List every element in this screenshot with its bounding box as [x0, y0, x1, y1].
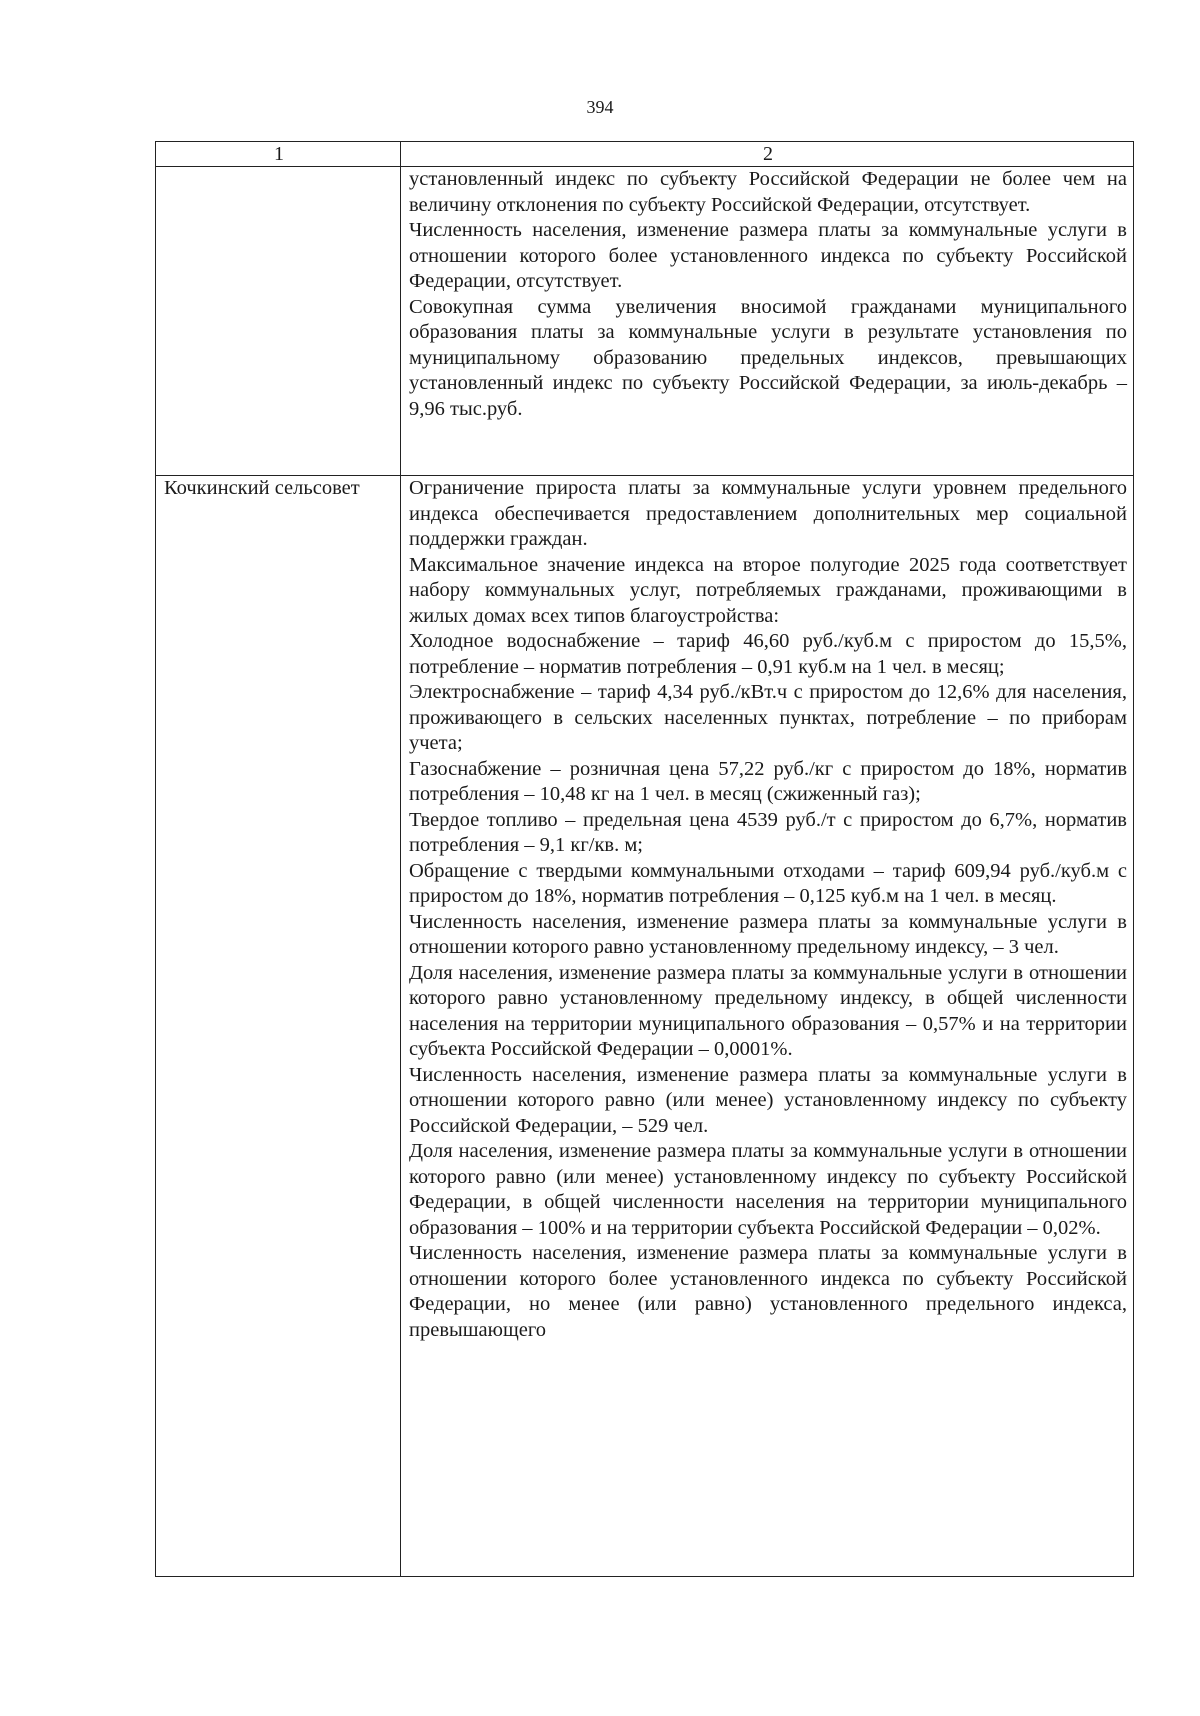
- paragraph: Доля населения, изменение размера платы за коммунальные услуги в отношении которого равно (или менее) установленному индексу по субъекту Российской Федерации, в общей численности населения на территории муниципального образования – 100% и на территории субъекта Российской Федерации – 0,02%.: [409, 1140, 1127, 1239]
- paragraph: Обращение с твердыми коммунальными отходами – тариф 609,94 руб./куб.м с приростом до 18%, норматив потребления – 0,125 куб.м на 1 чел. в месяц.: [409, 859, 1127, 907]
- paragraph: Твердое топливо – предельная цена 4539 руб./т с приростом до 6,7%, норматив потребления – 9,1 кг/кв. м;: [409, 808, 1127, 856]
- paragraph: Холодное водоснабжение – тариф 46,60 руб./куб.м с приростом до 15,5%, потребление – норматив потребления – 0,91 куб.м на 1 чел. в месяц;: [409, 630, 1127, 678]
- paragraph: Максимальное значение индекса на второе полугодие 2025 года соответствует набору коммунальных услуг, потребляемых гражданами, проживающими в жилых домах всех типов благоустройства:: [409, 553, 1127, 627]
- paragraph: Газоснабжение – розничная цена 57,22 руб./кг с приростом до 18%, норматив потребления – 10,48 кг на 1 чел. в месяц (сжиженный газ);: [409, 757, 1127, 805]
- page-number: 394: [586, 97, 614, 117]
- paragraph: Доля населения, изменение размера платы за коммунальные услуги в отношении которого равно установленному предельному индексу, в общей численности населения на территории муниципального образования – 0,57% и на территории субъекта Российской Федерации – 0,0001%.: [409, 961, 1127, 1060]
- description-cell: [401, 476, 1134, 1577]
- data-table: [155, 141, 1134, 1577]
- column-header-1: 1: [156, 142, 401, 167]
- paragraph: Электроснабжение – тариф 4,34 руб./кВт.ч с приростом до 12,6% для населения, проживающего в сельских населенных пунктах, потребление – по приборам учета;: [409, 681, 1127, 754]
- municipality-name-cell: Кочкинский сельсовет: [156, 476, 401, 1577]
- paragraph: установленный индекс по субъекту Российской Федерации не более чем на величину отклонения по субъекту Российской Федерации, отсутствует.: [409, 168, 1127, 216]
- table-row: [156, 476, 1134, 1577]
- paragraph: Численность населения, изменение размера платы за коммунальные услуги в отношении которого равно установленному предельному индексу, – 3 чел.: [409, 910, 1127, 958]
- column-header-2: 2: [401, 142, 1134, 167]
- paragraph: Численность населения, изменение размера платы за коммунальные услуги в отношении которого равно (или менее) установленному индексу по субъекту Российской Федерации, – 529 чел.: [409, 1063, 1127, 1137]
- municipality-name-cell: [156, 167, 401, 476]
- table-header-row: [156, 142, 1134, 167]
- paragraph: Совокупная сумма увеличения вносимой гражданами муниципального образования платы за коммунальные услуги в результате установления по муниципальному образованию предельных индексов, превышающих установленный индекс по субъекту Российской Федерации, за июль-декабрь – 9,96 тыс.руб.: [409, 295, 1127, 420]
- paragraph: Численность населения, изменение размера платы за коммунальные услуги в отношении которого более установленного индекса по субъекту Российской Федерации, отсутствует.: [409, 219, 1127, 292]
- description-cell: [401, 167, 1134, 476]
- paragraph: Ограничение прироста платы за коммунальные услуги уровнем предельного индекса обеспечивается предоставлением дополнительных мер социальной поддержки граждан.: [409, 477, 1127, 550]
- table-row: [156, 167, 1134, 476]
- paragraph: Численность населения, изменение размера платы за коммунальные услуги в отношении которого более установленного индекса по субъекту Российской Федерации, но менее (или равно) установленного предельного индекса, превышающего: [409, 1242, 1127, 1341]
